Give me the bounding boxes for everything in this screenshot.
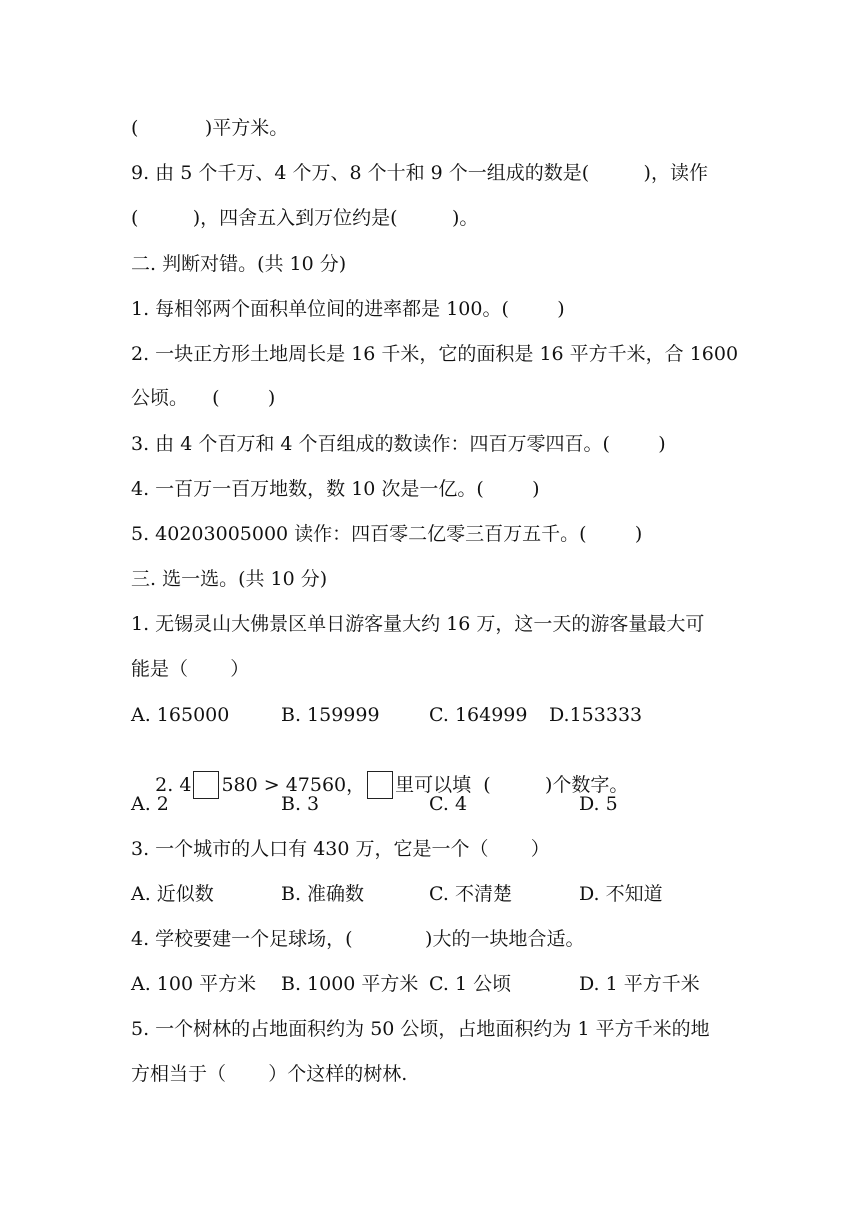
choice-question-5-continued: 方相当于（ ）个这样的树林.	[131, 1063, 408, 1085]
option-c: C. 4	[429, 793, 468, 815]
question-2-suffix: 里可以填 ( )个数字。	[395, 774, 629, 796]
question-2-middle: 580 > 47560，	[221, 774, 366, 796]
option-c: C. 164999	[429, 704, 528, 726]
judge-question-2: 2. 一块正方形土地周长是 16 千米，它的面积是 16 平方千米，合 1600	[131, 343, 739, 365]
section-2-heading: 二. 判断对错。(共 10 分)	[131, 253, 347, 275]
option-a: A. 165000	[131, 704, 230, 726]
judge-question-5: 5. 40203005000 读作：四百零二亿零三百万五千。( )	[131, 523, 643, 545]
choice-question-1-continued: 能是（ ）	[131, 658, 250, 680]
choice-question-5: 5. 一个树林的占地面积约为 50 公顷，占地面积约为 1 平方千米的地	[131, 1018, 710, 1040]
option-b: B. 3	[281, 793, 320, 815]
question-9: 9. 由 5 个千万、4 个万、8 个十和 9 个一组成的数是( )，读作	[131, 162, 708, 184]
option-a: A. 100 平方米	[131, 973, 257, 995]
text-line-area-answer: ( )平方米。	[131, 117, 289, 139]
choice-question-4: 4. 学校要建一个足球场，( )大的一块地合适。	[131, 928, 585, 950]
judge-question-3: 3. 由 4 个百万和 4 个百组成的数读作：四百万零四百。( )	[131, 433, 666, 455]
section-3-heading: 三. 选一选。(共 10 分)	[131, 568, 328, 590]
option-d: D. 1 平方千米	[579, 973, 700, 995]
option-b: B. 159999	[281, 704, 380, 726]
judge-question-2-continued: 公顷。 ( )	[131, 387, 276, 409]
choice-question-1: 1. 无锡灵山大佛景区单日游客量大约 16 万，这一天的游客量最大可	[131, 613, 705, 635]
choice-question-2	[131, 747, 628, 823]
blank-digit-box	[193, 771, 219, 799]
option-c: C. 1 公顷	[429, 973, 512, 995]
option-b: B. 准确数	[281, 883, 365, 905]
question-2-prefix: 2. 4	[155, 774, 192, 796]
option-d: D. 5	[579, 793, 618, 815]
option-c: C. 不清楚	[429, 883, 512, 905]
option-a: A. 近似数	[131, 883, 214, 905]
option-a: A. 2	[131, 793, 169, 815]
judge-question-4: 4. 一百万一百万地数，数 10 次是一亿。( )	[131, 478, 540, 500]
question-9-continued: ( )，四舍五入到万位约是( )。	[131, 207, 479, 229]
choice-question-3: 3. 一个城市的人口有 430 万，它是一个（ ）	[131, 838, 550, 860]
blank-digit-box	[367, 771, 393, 799]
option-b: B. 1000 平方米	[281, 973, 419, 995]
option-d: D.153333	[549, 704, 643, 726]
judge-question-1: 1. 每相邻两个面积单位间的进率都是 100。( )	[131, 298, 565, 320]
option-d: D. 不知道	[579, 883, 663, 905]
